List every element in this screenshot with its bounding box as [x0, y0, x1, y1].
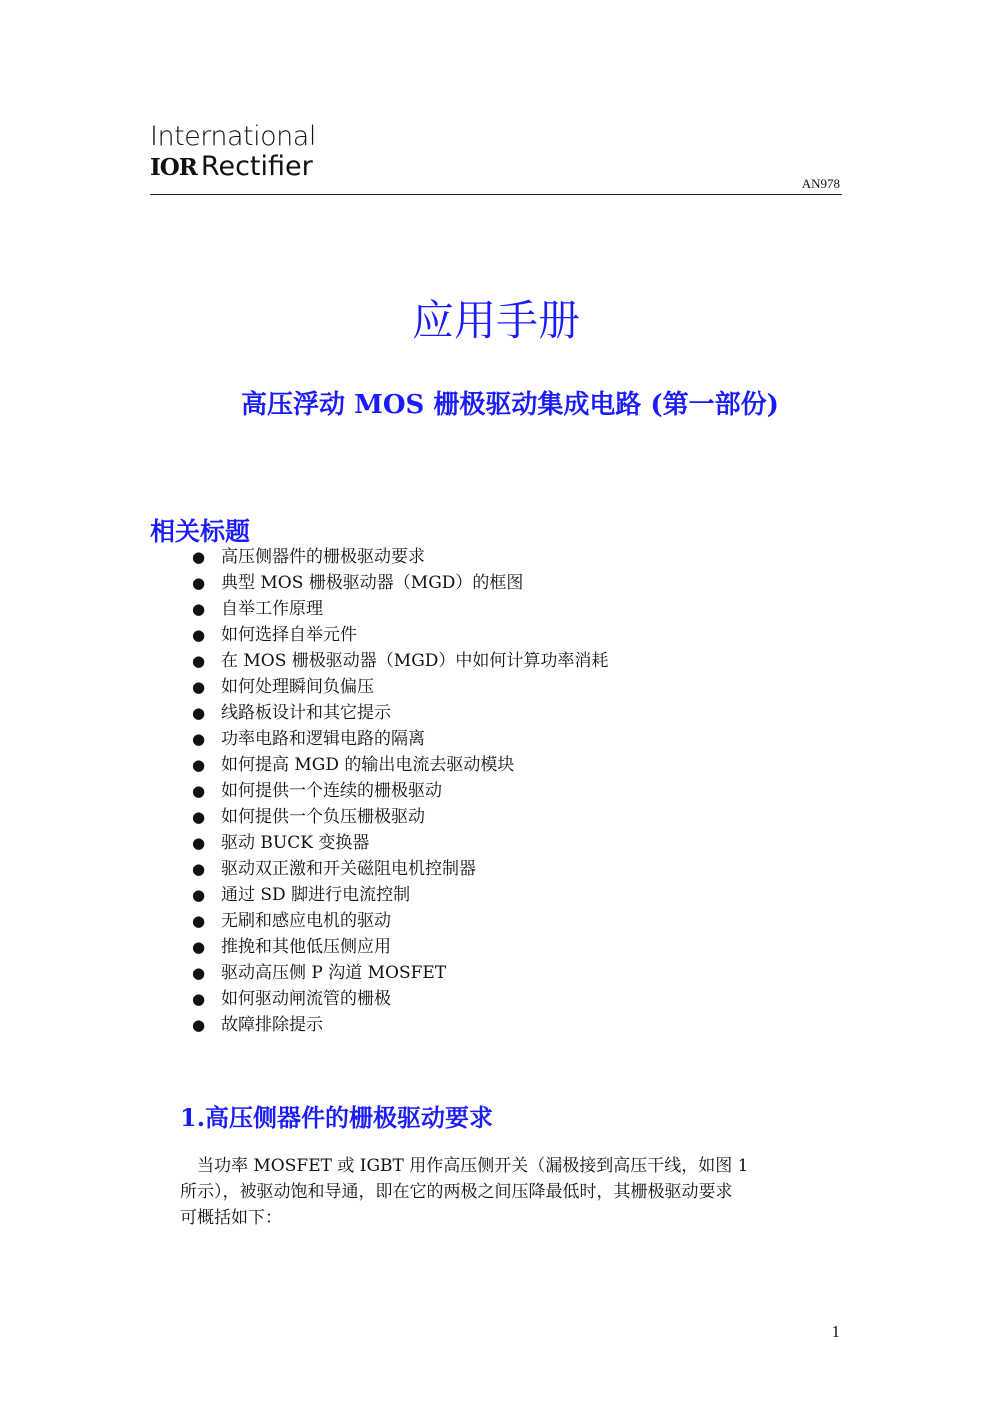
bullet-icon: ●: [192, 938, 206, 956]
page-subtitle: 高压浮动 MOS 栅极驱动集成电路 (第一部份): [241, 390, 779, 420]
bullet-icon: ●: [192, 756, 206, 774]
list-item: ● 无刷和感应电机的驱动: [192, 908, 608, 934]
list-item: ● 如何提高 MGD 的输出电流去驱动模块: [192, 752, 608, 778]
list-item: ● 如何处理瞬间负偏压: [192, 674, 608, 700]
document-number: AN978: [801, 176, 840, 191]
company-logo: [150, 121, 316, 183]
bullet-icon: ●: [192, 886, 206, 904]
list-item: ● 线路板设计和其它提示: [192, 700, 608, 726]
list-item: ● 在 MOS 栅极驱动器（MGD）中如何计算功率消耗: [192, 648, 608, 674]
page-title: 应用手册: [411, 296, 580, 345]
bullet-icon: ●: [192, 990, 206, 1008]
list-item: ● 故障排除提示: [192, 1012, 608, 1038]
logo-mark: IOR: [150, 154, 197, 181]
list-item: ● 如何驱动闸流管的栅极: [192, 986, 608, 1012]
related-topics-heading: 相关标题: [150, 517, 251, 546]
list-item: ● 驱动 BUCK 变换器: [192, 830, 608, 856]
bullet-icon: ●: [192, 600, 206, 618]
related-topics-list: [192, 544, 608, 1038]
logo-text-international: International: [150, 121, 316, 152]
paragraph-line: 所示），被驱动饱和导通，即在它的两极之间压降最低时，其栅极驱动要求: [180, 1182, 733, 1202]
bullet-icon: ●: [192, 860, 206, 878]
bullet-icon: ●: [192, 964, 206, 982]
section-1-heading: 1.高压侧器件的栅极驱动要求: [180, 1103, 494, 1132]
logo-text-rectifier: Rectifier: [200, 151, 313, 182]
bullet-icon: ●: [192, 704, 206, 722]
bullet-icon: ●: [192, 782, 206, 800]
paragraph-line: 当功率 MOSFET 或 IGBT 用作高压侧开关（漏极接到高压干线，如图 1: [197, 1156, 749, 1176]
bullet-icon: ●: [192, 652, 206, 670]
list-item: ● 高压侧器件的栅极驱动要求: [192, 544, 608, 570]
list-item: ● 自举工作原理: [192, 596, 608, 622]
bullet-icon: ●: [192, 730, 206, 748]
list-item: ● 功率电路和逻辑电路的隔离: [192, 726, 608, 752]
list-item: ● 驱动双正激和开关磁阻电机控制器: [192, 856, 608, 882]
list-item: ● 典型 MOS 栅极驱动器（MGD）的框图: [192, 570, 608, 596]
list-item: ● 如何选择自举元件: [192, 622, 608, 648]
list-item: ● 通过 SD 脚进行电流控制: [192, 882, 608, 908]
bullet-icon: ●: [192, 834, 206, 852]
list-item: ● 如何提供一个连续的栅极驱动: [192, 778, 608, 804]
bullet-icon: ●: [192, 574, 206, 592]
logo-text-rectifier-row: [150, 151, 313, 183]
list-item: ● 驱动高压侧 P 沟道 MOSFET: [192, 960, 608, 986]
header-divider: [150, 194, 842, 195]
bullet-icon: ●: [192, 808, 206, 826]
page-number: 1: [831, 1322, 840, 1341]
section-1-paragraph: [180, 1153, 840, 1231]
bullet-icon: ●: [192, 626, 206, 644]
list-item: ● 推挽和其他低压侧应用: [192, 934, 608, 960]
paragraph-line: 可概括如下：: [180, 1208, 282, 1228]
bullet-icon: ●: [192, 678, 206, 696]
list-item: ● 如何提供一个负压栅极驱动: [192, 804, 608, 830]
bullet-icon: ●: [192, 1016, 206, 1034]
bullet-icon: ●: [192, 912, 206, 930]
bullet-icon: ●: [192, 548, 206, 566]
